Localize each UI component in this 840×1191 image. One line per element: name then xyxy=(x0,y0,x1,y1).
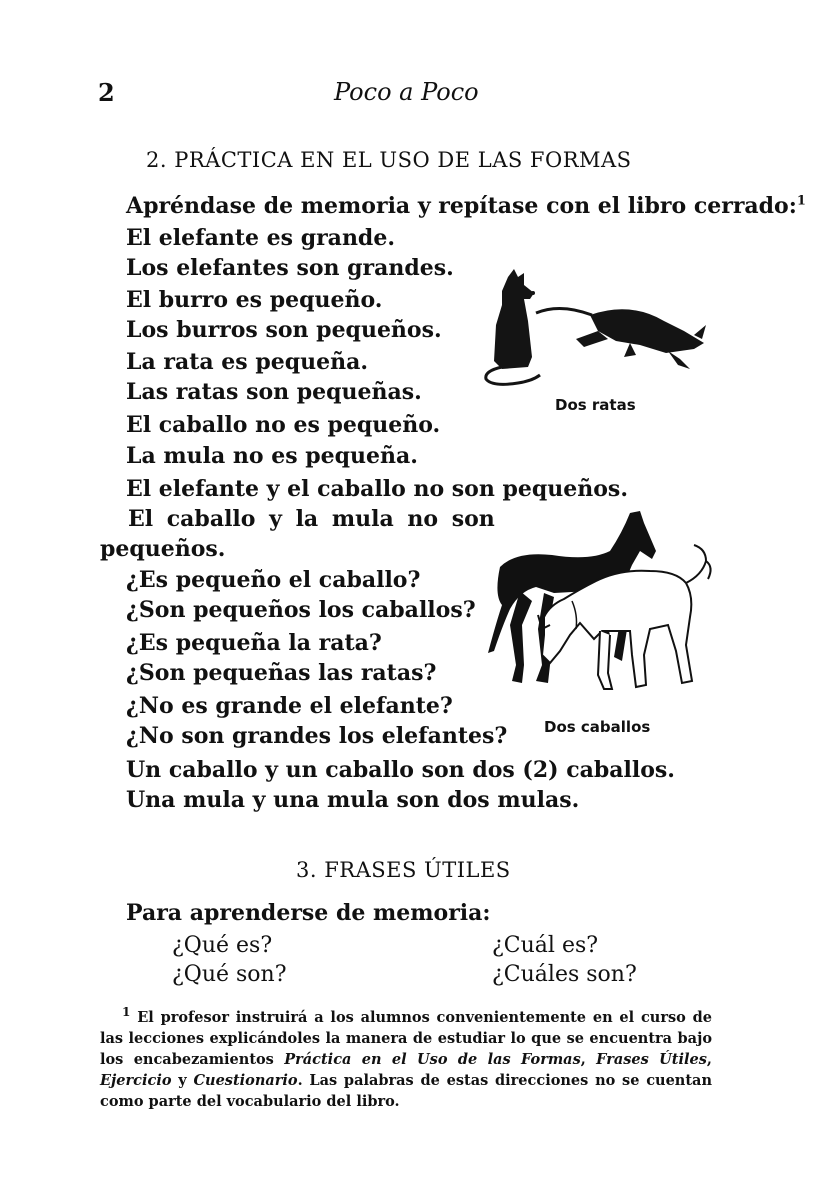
rats-illustration xyxy=(480,265,710,390)
practice-line: Los elefantes son grandes. xyxy=(126,255,454,281)
phrase-item: ¿Cuáles son? xyxy=(492,962,637,987)
section-3-heading: 3. FRASES ÚTILES xyxy=(296,858,511,882)
section-3-intro: Para aprenderse de memoria: xyxy=(126,900,491,926)
footnote-text: . Las palabras de estas direcciones no se cuentan como parte del vocabulario del libro. xyxy=(100,1071,712,1110)
practice-line: El caballo y la mula no son xyxy=(128,506,495,532)
phrase-item: ¿Qué son? xyxy=(172,962,287,987)
phrase-item: ¿Cuál es? xyxy=(492,933,599,958)
practice-line: ¿Es pequeño el caballo? xyxy=(126,567,421,593)
footnote-italic: Práctica en el Uso de las Formas xyxy=(284,1050,581,1068)
practice-line: Los burros son pequeños. xyxy=(126,317,442,343)
practice-line: ¿No es grande el elefante? xyxy=(126,693,453,719)
footnote-italic: Frases Útiles xyxy=(596,1050,707,1068)
practice-line: pequeños. xyxy=(100,536,226,562)
practice-line: Un caballo y un caballo son dos (2) caballos. xyxy=(126,757,675,783)
instruction-text: Apréndase de memoria y repítase con el libro cerrado: xyxy=(126,193,797,219)
practice-line: El burro es pequeño. xyxy=(126,287,383,313)
phrase-item: ¿Qué es? xyxy=(172,933,273,958)
practice-line: ¿Son pequeños los caballos? xyxy=(126,597,476,623)
practice-line: El caballo no es pequeño. xyxy=(126,412,441,438)
footnote: $^1$ El profesor instruirá a los alumnos convenientemente en el curso de las lecciones explicándoles la manera de estudiar lo que se encuentra bajo los encabezamientos Práctica en el Uso de las Formas, Frases Útiles, Ejercicio y Cuestionario. Las palabras de estas direcciones no se cuentan como parte del vocabulario del libro. xyxy=(100,1005,712,1110)
footnote-text: El profesor instruirá a los alumnos convenientemente en el curso de las lecciones explicándoles la manera de estudiar lo que se encuentra bajo los encabezamientos xyxy=(100,1008,712,1068)
practice-line: ¿No son grandes los elefantes? xyxy=(126,723,508,749)
practice-line: El elefante y el caballo no son pequeños. xyxy=(126,476,628,502)
horses-caption: Dos caballos xyxy=(544,718,651,736)
practice-line: ¿Son pequeñas las ratas? xyxy=(126,660,437,686)
running-title: Poco a Poco xyxy=(334,78,479,106)
practice-line: La rata es pequeña. xyxy=(126,349,369,375)
footnote-italic: Ejercicio xyxy=(100,1071,172,1089)
practice-line: La mula no es pequeña. xyxy=(126,443,418,469)
practice-line: ¿Es pequeña la rata? xyxy=(126,630,382,656)
page-number: 2 xyxy=(98,78,115,107)
instruction-line xyxy=(126,193,806,219)
footnote-italic: Cuestionario xyxy=(193,1071,298,1089)
footnote-number: 1 xyxy=(122,1005,131,1019)
practice-line: El elefante es grande. xyxy=(126,225,395,251)
section-2-heading: 2. PRÁCTICA EN EL USO DE LAS FORMAS xyxy=(146,148,632,172)
practice-line: Una mula y una mula son dos mulas. xyxy=(126,787,580,813)
practice-line: Las ratas son pequeñas. xyxy=(126,379,422,405)
rats-caption: Dos ratas xyxy=(555,396,636,414)
horses-illustration xyxy=(480,505,720,715)
footnote-ref: 1 xyxy=(796,193,806,209)
